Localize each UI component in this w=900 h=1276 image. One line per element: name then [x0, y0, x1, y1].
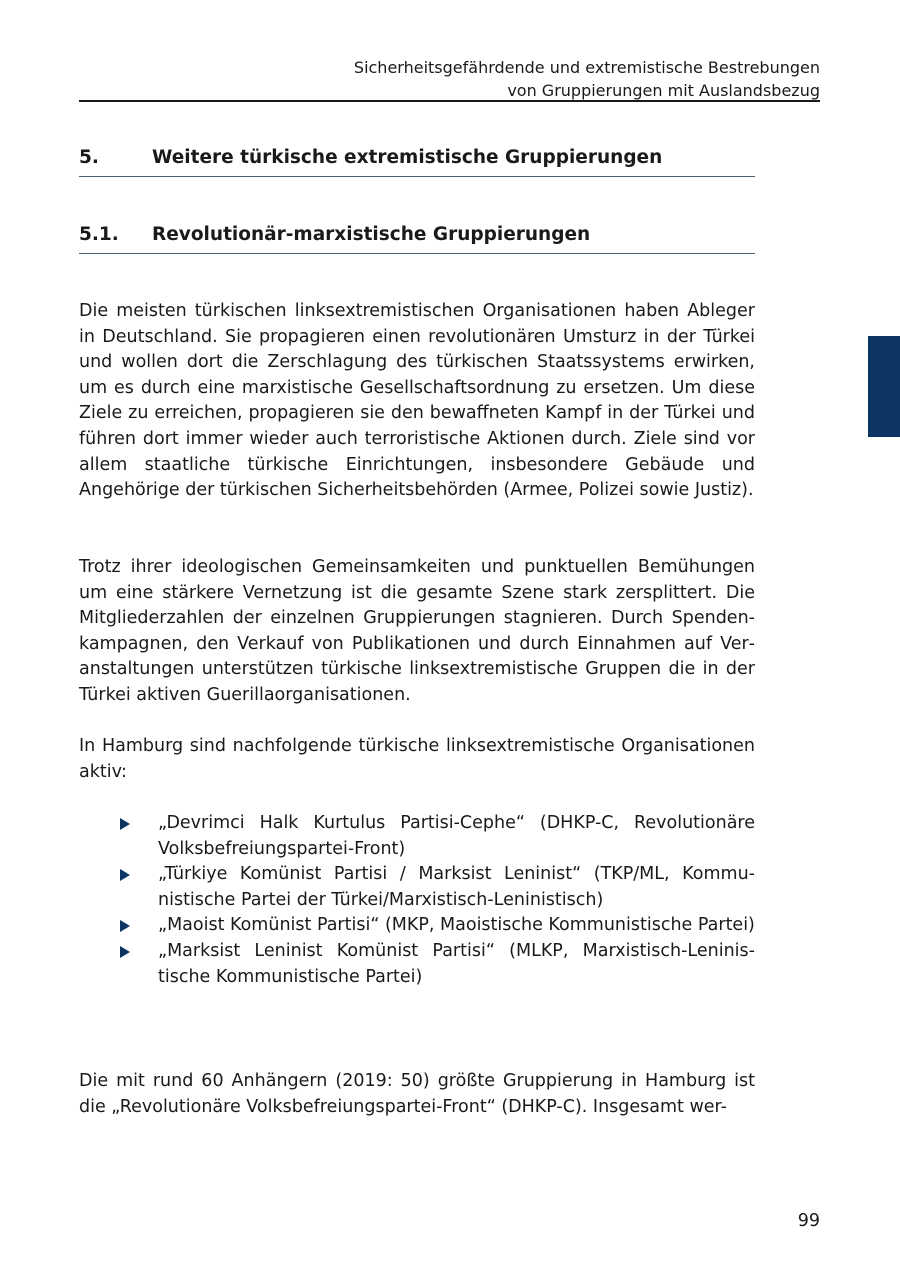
bullet-triangle-icon [120, 946, 130, 958]
header-rule [79, 100, 820, 102]
bullet-triangle-icon [120, 869, 130, 881]
section-title: Weitere türkische extremistische Gruppierungen [152, 147, 663, 168]
subsection-heading [79, 223, 755, 254]
running-header-line-1: Sicherheitsgefährdende und extremistische Bestrebungen [353, 58, 820, 77]
list-item [79, 939, 755, 990]
list-item-text: „Marksist Leninist Komünist Partisi“ (MLKP, Marxistisch-Leninistische Kommunistische Partei) [158, 940, 755, 987]
list-item [79, 913, 755, 939]
bullet-triangle-icon [120, 920, 130, 932]
list-item-text: „Devrimci Halk Kurtulus Partisi-Cephe“ (DHKP-C, Revolutionäre Volksbefreiungspartei-Front) [158, 813, 755, 859]
paragraph-list-intro: In Hamburg sind nachfolgende türkische linksextremistische Organisationen aktiv: [79, 736, 755, 782]
paragraph-intro: Die meisten türkischen linksextremistischen Organisationen haben Ableger in Deutschland. Sie propagieren einen revolutionären Umsturz in der Türkei und wollen dort die Zerschlagung des türkischen Staatssystems erwirken, um es durch eine marxistische Gesellschaftsordnung zu ersetzen. Um diese Ziele zu erreichen, propagieren sie den bewaffneten Kampf in der Türkei und führen dort immer wieder auch terroristische Aktionen durch. Ziele sind vor allem staatliche türkische Einrichtungen, insbesondere Gebäude und Angehörige der türkischen Sicherheitsbehörden (Armee, Polizei sowie Justiz). [79, 301, 755, 501]
running-header [354, 56, 820, 102]
list-item [79, 811, 755, 862]
organization-list [79, 811, 755, 990]
chapter-tab-marker [868, 336, 900, 437]
list-item-text: „Türkiye Komünist Partisi / Marksist Leninist“ (TKP/ML, Kommunistische Partei der Türkei/Marxistisch-Leninistisch) [158, 864, 755, 910]
section-heading [79, 146, 755, 177]
running-header-line-2: von Gruppierungen mit Auslandsbezug [507, 81, 820, 100]
paragraph-scene: Trotz ihrer ideologischen Gemeinsamkeiten und punktuellen Bemühungen um eine stärkere Vernetzung ist die gesamte Szene stark zersplittert. Die Mitgliederzahlen der einzelnen Gruppierungen stagnieren. Durch Spendenkampagnen, den Verkauf von Publikationen und durch Einnahmen auf Veranstaltungen unterstützen türkische linksextremistische Gruppen die in der Türkei aktiven Guerillaorganisationen. [79, 557, 755, 705]
bullet-triangle-icon [120, 818, 130, 830]
list-item-text: „Maoist Komünist Partisi“ (MKP, Maoistische Kommunistische Partei) [158, 915, 755, 936]
subsection-number: 5.1. [79, 224, 119, 245]
paragraph-dhkpc: Die mit rund 60 Anhängern (2019: 50) größte Gruppierung in Hamburg ist die „Revolutionäre Volksbefreiungspartei-Front“ (DHKP-C). Insgesamt wer- [79, 1071, 755, 1117]
list-item [79, 862, 755, 913]
page-number: 99 [797, 1211, 820, 1231]
section-number: 5. [79, 147, 99, 168]
subsection-title: Revolutionär-marxistische Gruppierungen [152, 224, 591, 245]
